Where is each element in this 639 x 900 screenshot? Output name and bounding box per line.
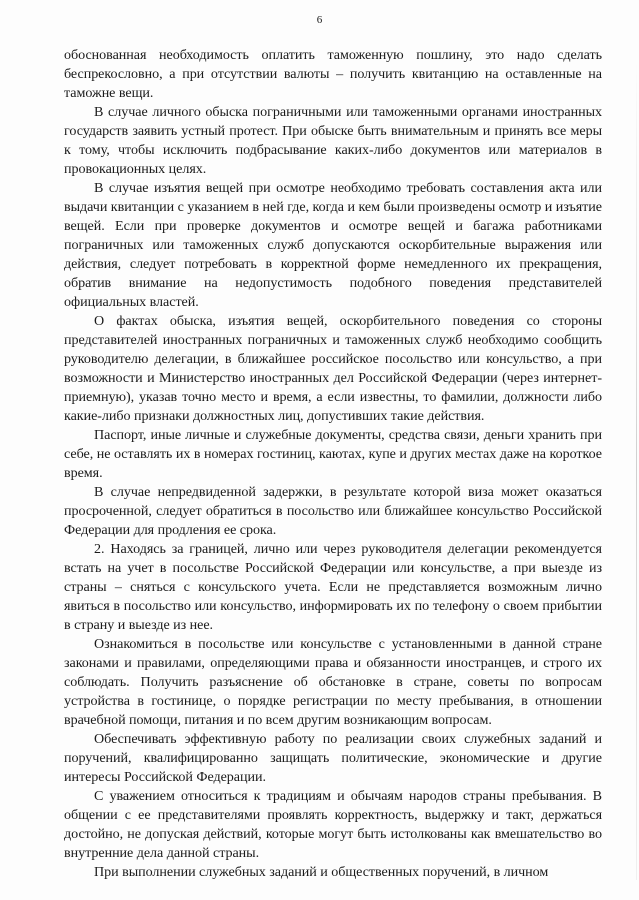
paragraph-official-tasks: При выполнении служебных заданий и общественных поручений, в личном (94, 864, 549, 880)
paragraph-seizure-of-items: В случае изъятия вещей при осмотре необходимо требовать составления акта или выдачи квитанции с указанием в ней где, когда и кем были произведены осмотр и изъятие вещей. Если при проверке документов и осмотре вещей и багажа работниками пограничных или таможенных служб допускаются оскорбительные выражения или действия, следует потребовать в корректной форме немедленного их прекращения, обратив внимание на недопустимость подобного поведения представителей официальных властей. (64, 180, 602, 310)
paragraph-customs-duty: обоснованная необходимость оплатить таможенную пошлину, это надо сделать беспрекословно, а при отсутствии валюты – получить квитанцию на оставленные на таможне вещи. (64, 47, 602, 101)
paragraph-report-incidents: О фактах обыска, изъятия вещей, оскорбительного поведения со стороны представителей иностранных пограничных и таможенных служб необходимо сообщить руководителю делегации, в ближайшее российское посольство или консульство, а при возможности и Министерство иностранных дел Российской Федерации (через интернет-приемную), указав точно место и время, а если известны, то фамилии, должности либо какие-либо признаки должностных лиц, допустивших такие действия. (64, 313, 602, 424)
paragraph-consular-registration: 2. Находясь за границей, лично или через руководителя делегации рекомендуется встать на учет в посольстве Российской Федерации или консульстве, а при выезде из страны – сняться с консульского учета. Если не представляется возможным лично явиться в посольство или консульство, информировать их по телефону о своем прибытии в страну и выезде из нее. (64, 541, 602, 633)
scan-edge-shadow (636, 60, 637, 880)
paragraph-local-laws: Ознакомиться в посольстве или консульстве с установленными в данной стране законами и правилами, определяющими права и обязанности иностранцев, и строго их соблюдать. Получить разъяснение об обстановке в стране, советы по вопросам устройства в гостинице, о порядке регистрации по месту пребывания, в отношении врачебной помощи, питания и по всем другим возникающим вопросам. (64, 636, 602, 728)
paragraph-keep-documents: Паспорт, иные личные и служебные документы, средства связи, деньги хранить при себе, не оставлять их в номерах гостиниц, каютах, купе и других местах даже на короткое время. (64, 427, 602, 481)
paragraph-respect-traditions: С уважением относиться к традициям и обычаям народов страны пребывания. В общении с ее представителями проявлять корректность, выдержку и такт, держаться достойно, не допуская действий, которые могут быть истолкованы как вмешательство во внутренние дела данной страны. (64, 788, 602, 861)
paragraph-personal-search: В случае личного обыска пограничными или таможенными органами иностранных государств заявить устный протест. При обыске быть внимательным и принять все меры к тому, чтобы исключить подбрасывание каких-либо документов или материалов в провокационных целях. (64, 104, 602, 177)
document-body (64, 46, 602, 882)
page-number: 6 (316, 14, 323, 26)
paragraph-visa-delay: В случае непредвиденной задержки, в результате которой виза может оказаться просроченной, следует обратиться в посольство или ближайшее консульство Российской Федерации для продления ее срока. (64, 484, 602, 538)
paragraph-effective-work: Обеспечивать эффективную работу по реализации своих служебных заданий и поручений, квалифицированно защищать политические, экономические и другие интересы Российской Федерации. (64, 731, 602, 785)
